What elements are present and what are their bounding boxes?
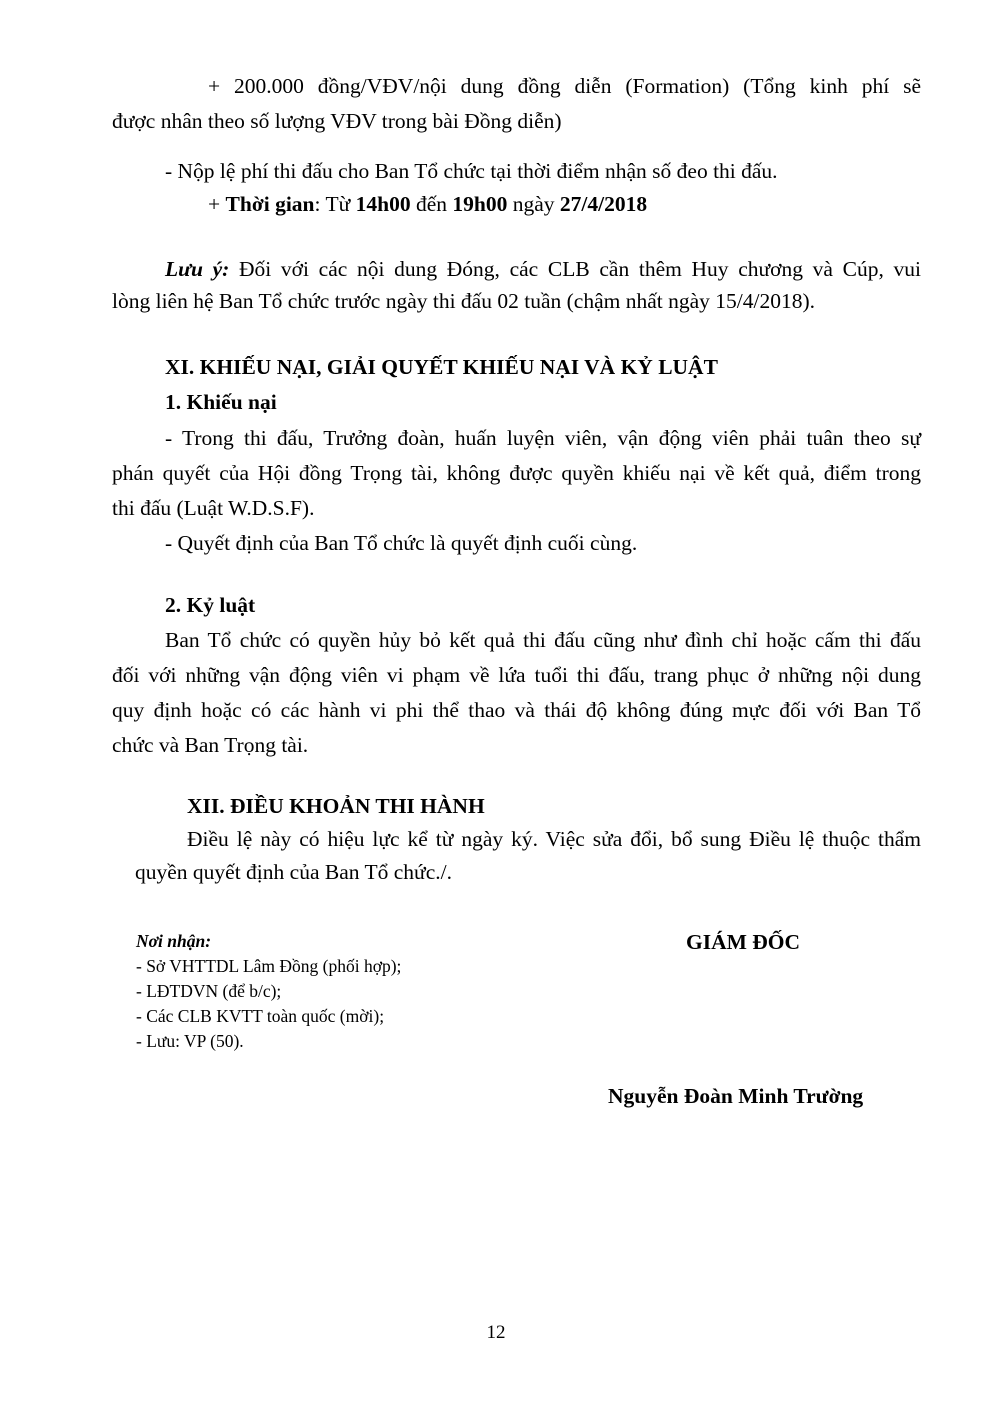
recipient-item: - Lưu: VP (50). bbox=[136, 1031, 244, 1051]
section-11-sub1-title: 1. Khiếu nại bbox=[165, 390, 277, 414]
recipient-item: - Sở VHTTDL Lâm Đồng (phối hợp); bbox=[136, 956, 402, 976]
complaint-line-2: phán quyết của Hội đồng Trọng tài, không được quyền khiếu nại về kết quả, điểm trong bbox=[112, 461, 921, 485]
discipline-line-2: đối với những vận động viên vi phạm về lứa tuổi thi đấu, trang phục ở những nội dung bbox=[112, 663, 921, 687]
signature-role: GIÁM ĐỐC bbox=[686, 930, 801, 954]
note-label: Lưu ý: bbox=[165, 257, 230, 281]
section-11-title: XI. KHIẾU NẠI, GIẢI QUYẾT KHIẾU NẠI VÀ KỶ LUẬT bbox=[165, 355, 718, 379]
note-text-1: Đối với các nội dung Đóng, các CLB cần thêm Huy chương và Cúp, vui bbox=[229, 257, 921, 281]
recipients-label: Nơi nhận: bbox=[136, 931, 212, 951]
signature-name: Nguyễn Đoàn Minh Trường bbox=[608, 1084, 864, 1108]
note-line-1 bbox=[165, 256, 921, 282]
fee-formation-line-2: được nhân theo số lượng VĐV trong bài Đồng diễn) bbox=[112, 109, 562, 133]
recipient-item: - LĐTDVN (để b/c); bbox=[136, 981, 282, 1001]
note-line-2: lòng liên hệ Ban Tổ chức trước ngày thi đấu 02 tuần (chậm nhất ngày 15/4/2018). bbox=[112, 289, 816, 313]
section-12-title: XII. ĐIỀU KHOẢN THI HÀNH bbox=[187, 794, 485, 818]
enforcement-line-1: Điều lệ này có hiệu lực kể từ ngày ký. Việc sửa đổi, bổ sung Điều lệ thuộc thẩm bbox=[187, 827, 921, 851]
complaint-final-line: - Quyết định của Ban Tổ chức là quyết định cuối cùng. bbox=[165, 531, 638, 555]
fee-time-prefix: + bbox=[208, 192, 226, 216]
fee-time-label: Thời gian bbox=[225, 192, 315, 216]
discipline-line-1: Ban Tổ chức có quyền hủy bỏ kết quả thi đấu cũng như đình chỉ hoặc cấm thi đấu bbox=[165, 628, 921, 652]
enforcement-line-2: quyền quyết định của Ban Tổ chức./. bbox=[135, 860, 452, 884]
section-11-sub2-title: 2. Kỷ luật bbox=[165, 593, 256, 617]
complaint-line-3: thi đấu (Luật W.D.S.F). bbox=[112, 496, 315, 520]
discipline-line-4: chức và Ban Trọng tài. bbox=[112, 733, 309, 757]
fee-formation-line-1: + 200.000 đồng/VĐV/nội dung đồng diễn (Formation) (Tổng kinh phí sẽ bbox=[208, 74, 921, 98]
fee-time-start: 14h00 bbox=[355, 192, 411, 216]
discipline-line-3: quy định hoặc có các hành vi phi thể thao và thái độ không đúng mực đối với Ban Tổ bbox=[112, 698, 921, 722]
fee-time-date: 27/4/2018 bbox=[559, 192, 648, 216]
fee-time-to: đến bbox=[410, 192, 453, 216]
recipient-item: - Các CLB KVTT toàn quốc (mời); bbox=[136, 1006, 385, 1026]
fee-time-end: 19h00 bbox=[452, 192, 508, 216]
complaint-line-1: - Trong thi đấu, Trưởng đoàn, huấn luyện viên, vận động viên phải tuân theo sự bbox=[165, 426, 921, 450]
fee-submit-line: - Nộp lệ phí thi đấu cho Ban Tổ chức tại thời điểm nhận số đeo thi đấu. bbox=[165, 159, 778, 183]
fee-time-line bbox=[208, 191, 647, 217]
fee-time-day-word: ngày bbox=[507, 192, 560, 216]
page-number: 12 bbox=[486, 1322, 506, 1343]
fee-time-from: : Từ bbox=[314, 192, 356, 216]
